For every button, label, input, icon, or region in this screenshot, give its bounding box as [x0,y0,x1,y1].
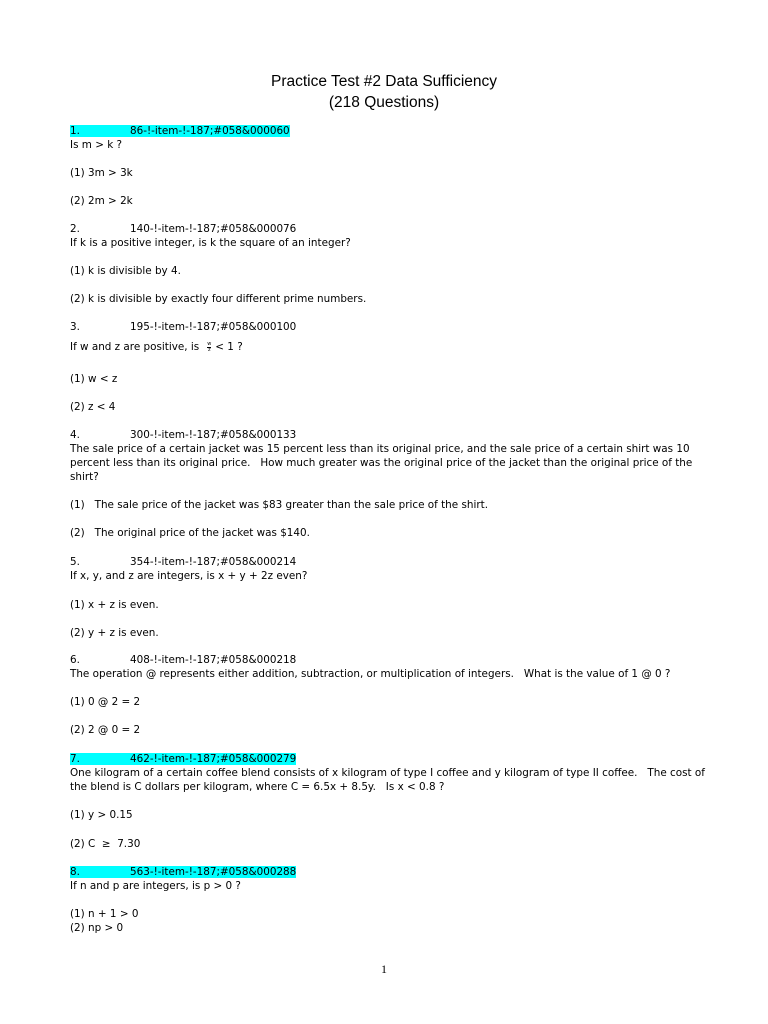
question-ref: 563-!-item-!-187;#058&000288 [130,866,297,878]
question-ref: 408-!-item-!-187;#058&000218 [130,654,297,666]
question-number: 5. [70,556,80,568]
question-number: 8. [70,866,80,878]
question-6-stem: The operation @ represents either addition, subtraction, or multiplication of integers. What is the value of 1 @ 0 ? [70,668,671,680]
question-ref: 300-!-item-!-187;#058&000133 [130,429,297,441]
question-3-statement-1: (1) w < z [70,373,118,385]
question-4-statement-1: (1) The sale price of the jacket was $83 greater than the sale price of the shirt. [70,499,488,511]
question-1-statement-1: (1) 3m > 3k [70,167,133,179]
question-number: 7. [70,753,80,765]
question-7-stem-line-2: the blend is C dollars per kilogram, where C = 6.5x + 8.5y. Is x < 0.8 ? [70,781,445,793]
question-4-stem-line-1: The sale price of a certain jacket was 15 percent less than its original price, and the sale price of a certain shirt was 10 [70,443,690,455]
question-number: 1. [70,125,80,137]
question-7-statement-2: (2) C ≥ 7.30 [70,838,141,850]
question-4-header [70,428,296,442]
question-8-header [70,865,296,879]
question-4-statement-2: (2) The original price of the jacket was $140. [70,527,310,539]
fraction-w-over-z: $\frac{w}{z}$ [207,340,212,353]
question-3-header [70,320,296,334]
question-7-header [70,752,296,766]
question-ref: 86-!-item-!-187;#058&000060 [130,125,290,137]
question-8-stem: If n and p are integers, is p > 0 ? [70,880,241,892]
question-2-statement-2: (2) k is divisible by exactly four different prime numbers. [70,293,367,305]
question-5-statement-2: (2) y + z is even. [70,627,159,639]
question-3-statement-2: (2) z < 4 [70,401,116,413]
question-5-stem: If x, y, and z are integers, is x + y + 2z even? [70,570,308,582]
question-ref: 195-!-item-!-187;#058&000100 [130,321,297,333]
question-2-statement-1: (1) k is divisible by 4. [70,265,181,277]
question-1-stem: Is m > k ? [70,139,123,151]
question-1-statement-2: (2) 2m > 2k [70,195,133,207]
question-7-statement-1: (1) y > 0.15 [70,809,133,821]
question-ref: 354-!-item-!-187;#058&000214 [130,556,297,568]
question-6-header [70,653,296,667]
question-6-statement-2: (2) 2 @ 0 = 2 [70,724,141,736]
question-number: 4. [70,429,80,441]
question-8-statement-1: (1) n + 1 > 0 [70,908,139,920]
question-5-header [70,555,296,569]
question-4-stem-line-3: shirt? [70,471,99,483]
question-3-stem: If w and z are positive, is $\frac{w}{z}$ < 1 ? [70,340,243,353]
page-title: Practice Test #2 Data Sufficiency [270,73,497,90]
question-number: 2. [70,223,80,235]
question-1-header [70,124,290,138]
question-2-header [70,222,296,236]
question-2-stem: If k is a positive integer, is k the square of an integer? [70,237,351,249]
question-8-statement-2: (2) np > 0 [70,922,124,934]
question-ref: 140-!-item-!-187;#058&000076 [130,223,297,235]
page-subtitle: (218 Questions) [328,94,440,111]
question-4-stem-line-2: percent less than its original price. How much greater was the original price of the jacket than the original price of the [70,457,693,469]
question-number: 3. [70,321,80,333]
question-5-statement-1: (1) x + z is even. [70,599,159,611]
question-6-statement-1: (1) 0 @ 2 = 2 [70,696,141,708]
question-number: 6. [70,654,80,666]
question-ref: 462-!-item-!-187;#058&000279 [130,753,297,765]
question-7-stem-line-1: One kilogram of a certain coffee blend consists of x kilogram of type I coffee and y kilogram of type II coffee. The cost of [70,767,705,779]
page-number: 1 [381,962,387,976]
